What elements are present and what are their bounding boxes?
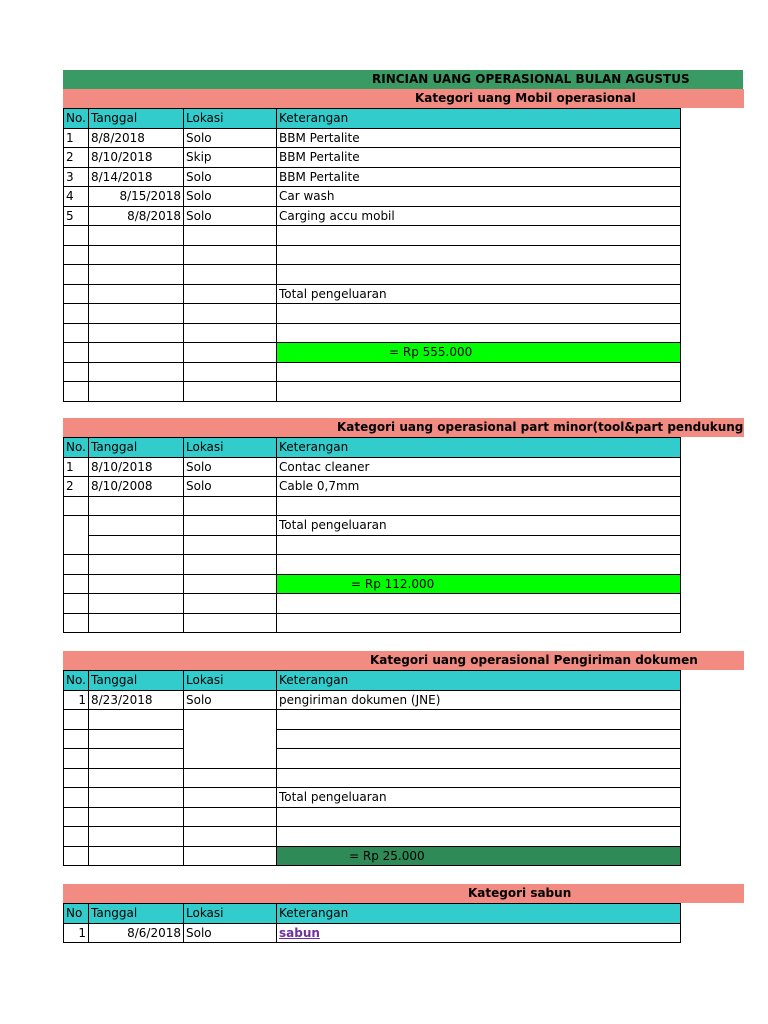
empty-row <box>64 362 681 382</box>
empty-row <box>64 710 681 730</box>
section-pengiriman-title: Kategori uang operasional Pengiriman dokumen <box>370 653 698 667</box>
cell-no[interactable]: 2 <box>64 477 89 497</box>
cell-lokasi[interactable]: Solo <box>184 206 277 226</box>
section-part-minor-title: Kategori uang operasional part minor(tool&part pendukung <box>337 420 744 434</box>
cell-keterangan[interactable]: pengiriman dokumen (JNE) <box>277 690 681 710</box>
col-no: No. <box>64 109 89 129</box>
total-label[interactable]: Total pengeluaran <box>277 788 681 808</box>
empty-row <box>64 729 681 749</box>
section-mobil-header <box>63 89 744 108</box>
column-header-row <box>64 671 681 691</box>
total-value-row <box>64 574 681 594</box>
table-row <box>64 148 681 168</box>
cell-no[interactable]: 5 <box>64 206 89 226</box>
col-keterangan: Keterangan <box>277 438 681 458</box>
col-no: No. <box>64 438 89 458</box>
table-row <box>64 457 681 477</box>
table-row <box>64 923 681 943</box>
cell-lokasi[interactable]: Solo <box>184 128 277 148</box>
empty-row <box>64 496 681 516</box>
cell-lokasi[interactable]: Solo <box>184 457 277 477</box>
cell-lokasi[interactable]: Solo <box>184 477 277 497</box>
col-keterangan: Keterangan <box>277 109 681 129</box>
cell-keterangan[interactable]: BBM Pertalite <box>277 148 681 168</box>
cell-no[interactable]: 4 <box>64 187 89 207</box>
total-label[interactable]: Total pengeluaran <box>277 284 681 304</box>
col-lokasi: Lokasi <box>184 671 277 691</box>
cell-lokasi[interactable]: Solo <box>184 923 277 943</box>
empty-row <box>64 807 681 827</box>
cell-no[interactable]: 1 <box>64 128 89 148</box>
table-row <box>64 477 681 497</box>
cell-keterangan[interactable]: BBM Pertalite <box>277 167 681 187</box>
cell-lokasi[interactable]: Solo <box>184 187 277 207</box>
col-no: No. <box>64 671 89 691</box>
cell-keterangan[interactable]: BBM Pertalite <box>277 128 681 148</box>
table-row <box>64 206 681 226</box>
col-no: No <box>64 904 89 924</box>
total-label-row <box>64 788 681 808</box>
cell-tanggal[interactable]: 8/15/2018 <box>89 187 184 207</box>
col-lokasi: Lokasi <box>184 109 277 129</box>
cell-keterangan[interactable]: Cable 0,7mm <box>277 477 681 497</box>
cell-tanggal[interactable]: 8/10/2008 <box>89 477 184 497</box>
table-sabun <box>63 903 681 943</box>
cell-no[interactable]: 2 <box>64 148 89 168</box>
empty-row <box>64 226 681 246</box>
total-value[interactable]: = Rp 112.000 <box>277 574 681 594</box>
cell-tanggal[interactable]: 8/6/2018 <box>89 923 184 943</box>
empty-row <box>64 613 681 633</box>
empty-row <box>64 749 681 769</box>
total-value[interactable]: = Rp 555.000 <box>277 343 681 363</box>
sabun-link[interactable]: sabun <box>279 925 320 940</box>
section-sabun-title: Kategori sabun <box>468 886 572 900</box>
table-mobil <box>63 108 681 402</box>
cell-lokasi[interactable]: Solo <box>184 690 277 710</box>
empty-row <box>64 245 681 265</box>
cell-tanggal[interactable]: 8/10/2018 <box>89 148 184 168</box>
cell-no[interactable]: 1 <box>64 923 89 943</box>
cell-tanggal[interactable]: 8/8/2018 <box>89 206 184 226</box>
col-tanggal: Tanggal <box>89 109 184 129</box>
col-lokasi: Lokasi <box>184 438 277 458</box>
col-tanggal: Tanggal <box>89 438 184 458</box>
empty-row <box>64 827 681 847</box>
table-row <box>64 187 681 207</box>
total-label[interactable]: Total pengeluaran <box>277 516 681 536</box>
cell-keterangan[interactable] <box>277 923 681 943</box>
cell-keterangan[interactable]: Contac cleaner <box>277 457 681 477</box>
page-title: RINCIAN UANG OPERASIONAL BULAN AGUSTUS <box>372 72 690 86</box>
total-label-row <box>64 516 681 536</box>
cell-no[interactable]: 3 <box>64 167 89 187</box>
col-keterangan: Keterangan <box>277 904 681 924</box>
col-keterangan: Keterangan <box>277 671 681 691</box>
column-header-row <box>64 904 681 924</box>
table-part-minor <box>63 437 681 633</box>
empty-row <box>64 265 681 285</box>
cell-lokasi[interactable]: Solo <box>184 167 277 187</box>
total-label-row <box>64 284 681 304</box>
table-row <box>64 128 681 148</box>
column-header-row <box>64 438 681 458</box>
empty-row <box>64 768 681 788</box>
section-mobil-title: Kategori uang Mobil operasional <box>415 91 636 105</box>
column-header-row <box>64 109 681 129</box>
section-sabun-header <box>63 884 744 903</box>
col-lokasi: Lokasi <box>184 904 277 924</box>
cell-tanggal[interactable]: 8/8/2018 <box>89 128 184 148</box>
col-tanggal: Tanggal <box>89 904 184 924</box>
empty-row <box>64 555 681 575</box>
total-value-row <box>64 343 681 363</box>
empty-row <box>64 382 681 402</box>
cell-keterangan[interactable]: Carging accu mobil <box>277 206 681 226</box>
table-pengiriman <box>63 670 681 866</box>
cell-no[interactable]: 1 <box>64 457 89 477</box>
cell-no[interactable]: 1 <box>64 690 89 710</box>
total-value-row <box>64 846 681 866</box>
empty-row <box>64 323 681 343</box>
empty-row <box>64 304 681 324</box>
total-value[interactable]: = Rp 25.000 <box>277 846 681 866</box>
cell-tanggal[interactable]: 8/14/2018 <box>89 167 184 187</box>
table-row <box>64 167 681 187</box>
cell-lokasi[interactable]: Skip <box>184 148 277 168</box>
cell-tanggal[interactable]: 8/23/2018 <box>89 690 184 710</box>
empty-row <box>64 535 681 555</box>
cell-keterangan[interactable]: Car wash <box>277 187 681 207</box>
col-tanggal: Tanggal <box>89 671 184 691</box>
cell-tanggal[interactable]: 8/10/2018 <box>89 457 184 477</box>
empty-row <box>64 594 681 614</box>
table-row <box>64 690 681 710</box>
